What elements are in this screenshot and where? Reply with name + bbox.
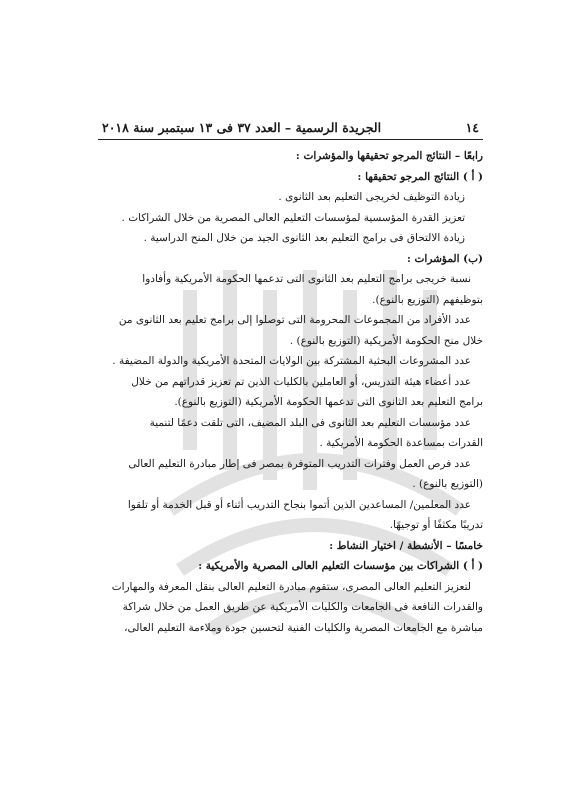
gazette-title: الجريدة الرسمية – العدد ٣٧ فى ١٣ سبتمبر سنة ٢٠١٨ bbox=[102, 120, 382, 135]
text-line: والقدرات النافعة فى الجامعات والكليات الأمريكية عن طريق العمل من خلال شراكة bbox=[122, 601, 483, 613]
text-line: (التوزيع بالنوع) . bbox=[412, 478, 483, 490]
text-line: بتوظيفهم (التوزيع بالنوع). bbox=[372, 293, 483, 306]
text-line: عدد مؤسسات التعليم بعد الثانوى فى البلد المضيف، التى تلقت دعمًا لتنمية bbox=[149, 416, 471, 429]
section-heading: رابعًا – النتائج المرجو تحقيقها والمؤشرات : bbox=[295, 150, 483, 162]
section-heading: خامسًا – الأنشطة / اختيار النشاط : bbox=[329, 539, 483, 552]
text-line: عدد فرص العمل وفترات التدريب المتوفرة بمصر فى إطار مبادرة التعليم العالى bbox=[128, 457, 471, 470]
text-line: نسبة خريجى برامج التعليم بعد الثانوى التى تدعمها الحكومة الأمريكية وأفادوا bbox=[142, 273, 471, 285]
text-line: عدد الأفراد من المجموعات المحرومة التى توصلوا إلى برامج تعليم بعد الثانوى من bbox=[118, 314, 471, 326]
text-line: تدريبًا مكثفًا أو توجيهًا. bbox=[389, 519, 483, 531]
page-header bbox=[98, 120, 483, 140]
text-line: عدد المعلمين/ المساعدين الذين أتموا بنجاح التدريب أثناء أو قبل الخدمة أو تلقوا bbox=[127, 498, 471, 511]
text-line: برامج التعليم بعد الثانوى التى تدعمها الحكومة الأمريكية (التوزيع بالنوع). bbox=[174, 396, 483, 408]
text-line: لتعزيز التعليم العالى المصرى، ستقوم مبادرة التعليم العالى بنقل المعرفة والمهارات bbox=[111, 580, 471, 593]
text-line: مباشرة مع الجامعات المصرية والكليات الفنية لتحسين جودة وملاءمة التعليم العالى، bbox=[124, 621, 483, 634]
text-line: عدد المشروعات البحثية المشتركة بين الولايات المتحدة الأمريكية والدولة المضيفة . bbox=[112, 355, 471, 367]
subsection-heading: ( أ ) الشراكات بين مؤسسات التعليم العالى المصرية والأمريكية : bbox=[198, 560, 483, 572]
subsection-heading: ( أ ) النتائج المرجو تحقيقها : bbox=[357, 170, 483, 183]
subsection-heading: (ب) المؤشرات : bbox=[406, 252, 483, 265]
text-line: زيادة الالتحاق فى برامج التعليم بعد الثانوى الجيد من خلال المنح الدراسية . bbox=[143, 232, 465, 244]
text-line: تعزيز القدرة المؤسسية لمؤسسات التعليم العالى المصرية من خلال الشراكات . bbox=[121, 211, 465, 224]
text-line: زيادة التوظيف لخريجى التعليم بعد الثانوى . bbox=[278, 191, 465, 203]
text-line: عدد أعضاء هيئة التدريس، أو العاملين بالكليات الذين تم تعزيز قدراتهم من خلال bbox=[131, 375, 471, 388]
gazette-page bbox=[98, 120, 483, 638]
text-line: القدرات بمساعدة الحكومة الأمريكية . bbox=[319, 437, 483, 449]
page-number: ١٤ bbox=[465, 120, 479, 135]
text-line: خلال منح الحكومة الأمريكية (التوزيع بالنوع) . bbox=[289, 334, 483, 347]
